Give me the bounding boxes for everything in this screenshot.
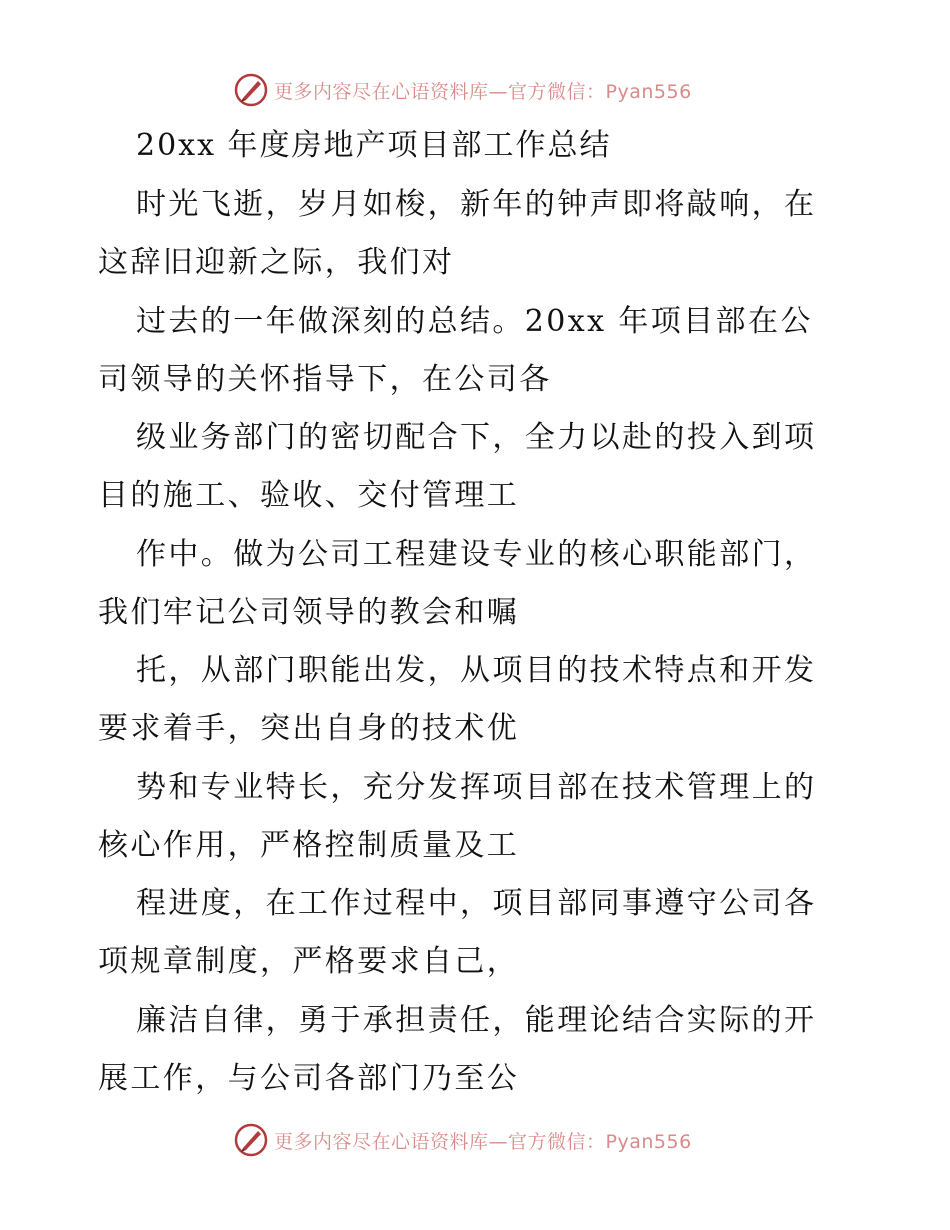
- text-line: 托，从部门职能出发，从项目的技术特点和开发: [136, 653, 817, 688]
- text-line: 我们牢记公司领导的教会和嘱: [98, 595, 520, 630]
- text-line: 核心作用，严格控制质量及工: [98, 828, 520, 863]
- text-line: 展工作，与公司各部门乃至公: [98, 1061, 520, 1096]
- page-title: 20xx 年度房地产项目部工作总结: [136, 128, 612, 163]
- text-line: 作中。做为公司工程建设专业的核心职能部门，: [136, 537, 817, 572]
- text-line: 目的施工、验收、交付管理工: [98, 478, 520, 513]
- text-line: 廉洁自律，勇于承担责任，能理论结合实际的开: [136, 1003, 817, 1038]
- header-banner: [234, 72, 692, 108]
- text-line: 级业务部门的密切配合下，全力以赴的投入到项: [136, 420, 817, 455]
- footer-banner: [234, 1122, 692, 1158]
- quill-pen-logo-icon: [234, 1123, 268, 1157]
- text-line: 过去的一年做深刻的总结。20xx 年项目部在公: [136, 304, 813, 339]
- text-line: 要求着手，突出自身的技术优: [98, 711, 520, 746]
- text-line: 势和专业特长，充分发挥项目部在技术管理上的: [136, 770, 817, 805]
- text-line: 时光飞逝，岁月如梭，新年的钟声即将敲响，在: [136, 187, 817, 222]
- text-line: 司领导的关怀指导下，在公司各: [98, 362, 552, 397]
- text-line: 程进度，在工作过程中，项目部同事遵守公司各: [136, 886, 817, 921]
- banner-text: 更多内容尽在心语资料库—官方微信：Pyan556: [274, 1130, 692, 1153]
- text-line: 这辞旧迎新之际，我们对: [98, 245, 455, 280]
- banner-text: 更多内容尽在心语资料库—官方微信：Pyan556: [274, 80, 692, 103]
- text-line: 项规章制度，严格要求自己，: [98, 944, 520, 979]
- quill-pen-logo-icon: [234, 73, 268, 107]
